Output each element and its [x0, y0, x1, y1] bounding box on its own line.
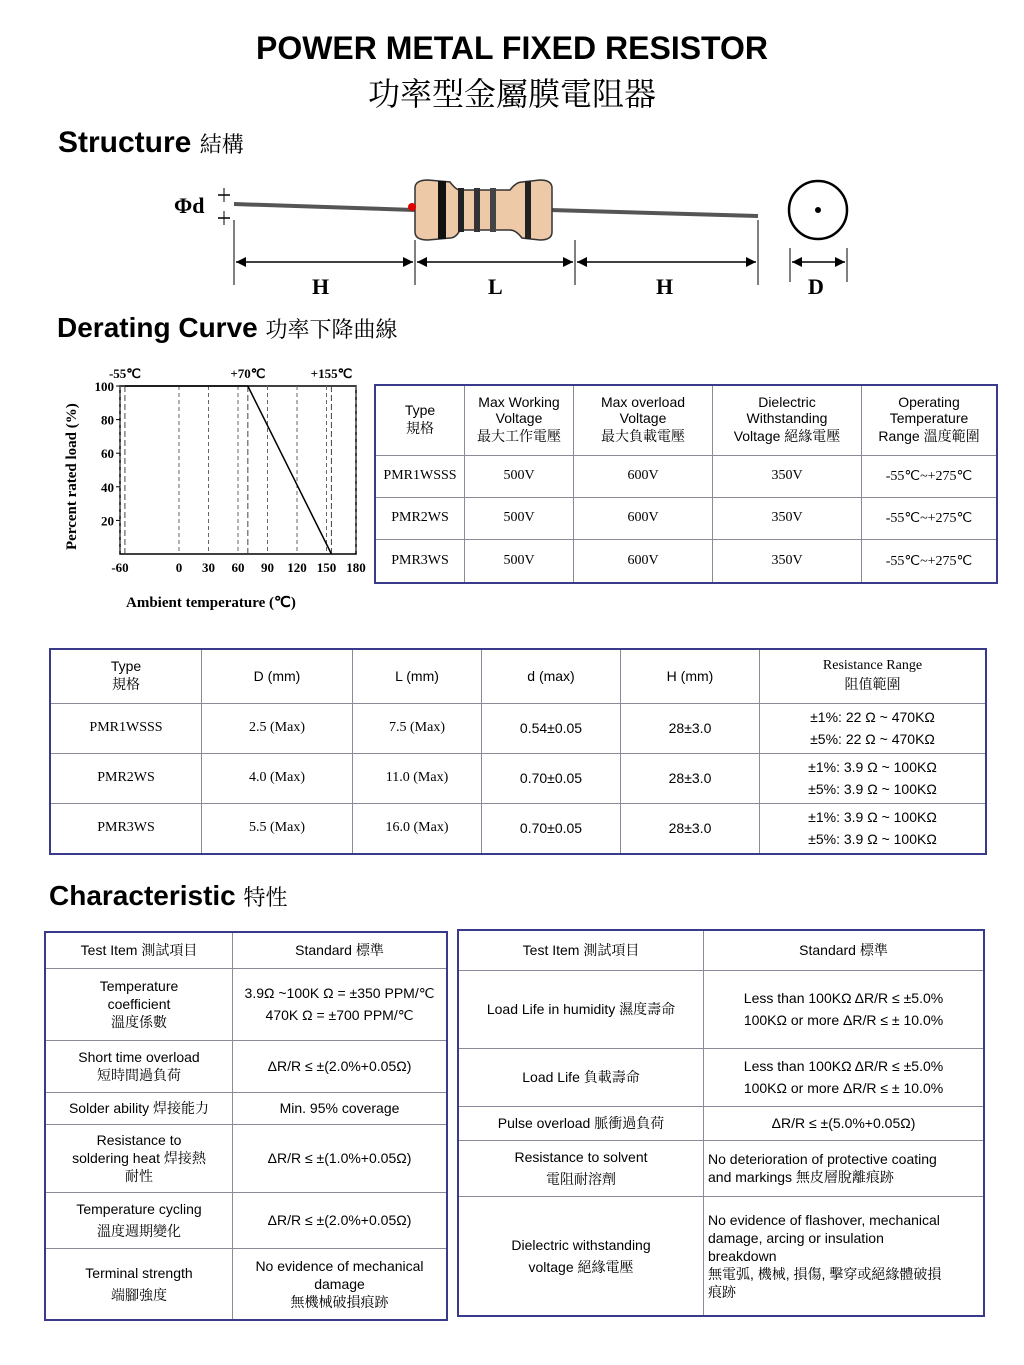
structure-heading-zh: 結構	[199, 132, 244, 157]
x-axis-label: Ambient temperature (℃)	[126, 595, 296, 611]
y-axis-label: Percent rated load (%)	[64, 403, 80, 550]
characteristic-heading	[49, 880, 288, 912]
test-item-cell	[45, 1248, 233, 1320]
item-text: 短時間過負荷	[97, 1067, 181, 1083]
table-row	[45, 1040, 447, 1092]
char-right-header	[458, 930, 984, 970]
cell: PMR3WS	[375, 540, 465, 583]
standard-cell: ΔR/R ≤ ±(2.0%+0.05Ω)	[233, 1040, 448, 1092]
item-text: 溫度週期變化	[97, 1223, 181, 1239]
characteristic-table-left	[44, 931, 448, 1321]
cell: 5.5 (Max)	[202, 803, 353, 854]
table-row	[45, 1124, 447, 1192]
cell: 500V	[465, 497, 574, 539]
cell: 2.5 (Max)	[202, 703, 353, 753]
standard-cell: ΔR/R ≤ ±(5.0%+0.05Ω)	[704, 1106, 985, 1140]
item-text: 耐性	[125, 1168, 153, 1184]
cell: PMR2WS	[50, 753, 202, 803]
std-text: 無電弧, 機械, 損傷, 擊穿或絕緣體破損	[708, 1265, 942, 1282]
x-tick-label: 0	[175, 560, 183, 575]
standard-cell: ΔR/R ≤ ±(1.0%+0.05Ω)	[233, 1124, 448, 1192]
page-subtitle-zh: 功率型金屬膜電阻器	[367, 76, 656, 112]
std-text: 痕跡	[708, 1283, 736, 1300]
resistor-body	[415, 180, 552, 240]
range-text: ±5%: 22 Ω ~ 470KΩ	[810, 731, 935, 748]
header-text: 阻值範圍	[844, 678, 901, 694]
col-d: D (mm)	[202, 649, 353, 703]
top-temp-label: +155℃	[310, 366, 353, 381]
table-row	[458, 1196, 984, 1316]
cell: 16.0 (Max)	[353, 803, 482, 854]
item-text: Resistance to	[96, 1132, 182, 1148]
header-text: Type	[110, 658, 142, 675]
color-band	[474, 188, 480, 232]
structure-heading-en: Structure	[58, 126, 192, 159]
cell: 11.0 (Max)	[353, 753, 482, 803]
cell: 500V	[465, 540, 574, 583]
std-text: breakdown	[708, 1247, 777, 1264]
test-item-cell	[45, 1192, 233, 1248]
char-left-header	[45, 932, 447, 968]
item-text: Dielectric withstanding	[511, 1236, 651, 1253]
range-text: ±1%: 3.9 Ω ~ 100KΩ	[808, 759, 937, 776]
y-tick-label: 80	[101, 412, 114, 428]
l-label: L	[488, 274, 503, 299]
std-text: 100KΩ or more ΔR/R ≤ ± 10.0%	[743, 1080, 944, 1096]
col-resistance-range	[760, 649, 987, 703]
table-row	[45, 968, 447, 1040]
std-text: damage, arcing or insulation	[708, 1229, 884, 1246]
d-label: D	[808, 274, 824, 299]
x-tick-label: 30	[202, 560, 215, 575]
cell	[760, 703, 987, 753]
top-temp-label: -55℃	[108, 366, 141, 381]
item-text: 溫度係數	[111, 1014, 167, 1030]
cell: PMR2WS	[375, 497, 465, 539]
header-text: Resistance Range	[822, 658, 923, 674]
table-row	[45, 1248, 447, 1320]
header-text: Max overload	[600, 394, 686, 411]
derating-chart	[60, 360, 380, 615]
item-text: voltage 絕緣電壓	[528, 1258, 634, 1275]
test-item-cell: Pulse overload 脈衝過負荷	[458, 1106, 704, 1140]
h-right-label: H	[656, 274, 674, 299]
item-text: 電阻耐溶劑	[546, 1171, 616, 1187]
std-text: 3.9Ω ~100K Ω = ±350 PPM/℃	[244, 985, 435, 1001]
cell: 28±3.0	[621, 803, 760, 854]
cell: 7.5 (Max)	[353, 703, 482, 753]
cell: 4.0 (Max)	[202, 753, 353, 803]
header-text: 規格	[112, 676, 140, 693]
top-temp-label: +70℃	[230, 366, 266, 381]
col-operating-temp	[862, 385, 998, 455]
col-standard: Standard 標準	[233, 932, 448, 968]
header-text: Voltage	[619, 410, 667, 427]
cell: 350V	[713, 540, 862, 583]
standard-cell	[233, 968, 448, 1040]
derating-heading-en: Derating Curve	[57, 312, 258, 343]
characteristic-heading-en: Characteristic	[49, 880, 236, 911]
dimension-table	[49, 648, 987, 855]
test-item-cell: Load Life 負載壽命	[458, 1048, 704, 1106]
cell: 500V	[465, 455, 574, 497]
col-type	[375, 385, 465, 455]
header-text: Type	[404, 402, 436, 419]
col-test-item: Test Item 測試項目	[45, 932, 233, 968]
table-row	[45, 1092, 447, 1124]
header-text: Withstanding	[746, 410, 828, 427]
range-text: ±1%: 22 Ω ~ 470KΩ	[810, 709, 935, 726]
lead-wire-left	[234, 204, 415, 210]
color-band	[490, 188, 496, 232]
table-row	[458, 1106, 984, 1140]
standard-cell	[704, 970, 985, 1048]
standard-cell	[233, 1248, 448, 1320]
std-text: No evidence of mechanical	[255, 1257, 424, 1274]
standard-cell: ΔR/R ≤ ±(2.0%+0.05Ω)	[233, 1192, 448, 1248]
std-text: Less than 100KΩ ΔR/R ≤ ±5.0%	[743, 1058, 944, 1074]
header-text: Dielectric	[758, 394, 816, 411]
x-tick-label: 60	[231, 560, 245, 575]
lead-wire-right	[550, 210, 758, 216]
cell: 600V	[574, 540, 713, 583]
table-row	[45, 1192, 447, 1248]
cell	[760, 753, 987, 803]
color-band	[458, 188, 464, 232]
std-text: Less than 100KΩ ΔR/R ≤ ±5.0%	[743, 990, 944, 1006]
header-text: 規格	[406, 420, 434, 437]
header-text: Max Working	[478, 394, 560, 411]
structure-heading	[58, 126, 244, 160]
std-text: damage	[314, 1275, 365, 1292]
cell: 28±3.0	[621, 703, 760, 753]
test-item-cell	[458, 1196, 704, 1316]
cell: 0.70±0.05	[482, 803, 621, 854]
header-text: 最大工作電壓	[477, 428, 561, 445]
x-tick-label: 90	[261, 560, 274, 575]
test-item-cell: Load Life in humidity 濕度壽命	[458, 970, 704, 1048]
col-standard: Standard 標準	[704, 930, 985, 970]
h-left-label: H	[312, 274, 330, 299]
table-row	[375, 455, 997, 497]
col-dielectric	[713, 385, 862, 455]
item-text: Short time overload	[78, 1049, 200, 1065]
test-item-cell	[45, 1040, 233, 1092]
test-item-cell: Solder ability 焊接能力	[45, 1092, 233, 1124]
header-text: Range 溫度範圍	[878, 428, 980, 445]
cell: 350V	[713, 455, 862, 497]
cell: 600V	[574, 497, 713, 539]
cell: 600V	[574, 455, 713, 497]
col-test-item: Test Item 測試項目	[458, 930, 704, 970]
range-text: ±1%: 3.9 Ω ~ 100KΩ	[808, 809, 937, 826]
dimension-table-header	[50, 649, 986, 703]
table-row	[50, 803, 986, 854]
cell: -55℃~+275℃	[862, 540, 998, 583]
cell: -55℃~+275℃	[862, 455, 998, 497]
x-tick-label: 120	[287, 560, 307, 575]
standard-cell	[704, 1048, 985, 1106]
x-tick-label: -60	[111, 560, 129, 575]
col-l: L (mm)	[353, 649, 482, 703]
derating-line	[125, 386, 332, 554]
cell: 0.70±0.05	[482, 753, 621, 803]
test-item-cell	[45, 968, 233, 1040]
item-text: soldering heat 焊接熱	[72, 1150, 206, 1166]
col-type	[50, 649, 202, 703]
x-tick-label: 150	[316, 560, 337, 575]
resistor-structure-diagram	[160, 160, 880, 305]
table-row	[375, 497, 997, 539]
col-d-max: d (max)	[482, 649, 621, 703]
table-row	[458, 970, 984, 1048]
header-text: Voltage	[495, 410, 543, 427]
cell: 350V	[713, 497, 862, 539]
col-h: H (mm)	[621, 649, 760, 703]
y-tick-label: 100	[94, 379, 114, 394]
std-text: No deterioration of protective coating	[708, 1151, 937, 1167]
phi-d-label: Φd	[174, 193, 205, 218]
voltage-table	[374, 384, 998, 584]
characteristic-heading-zh: 特性	[243, 885, 288, 910]
col-max-overload	[574, 385, 713, 455]
item-text: Temperature	[99, 978, 179, 994]
derating-heading	[57, 312, 398, 344]
page-title: POWER METAL FIXED RESISTOR	[255, 30, 769, 66]
y-tick-label: 60	[101, 446, 114, 462]
header-text: Voltage 絕緣電壓	[733, 428, 841, 445]
voltage-table-header	[375, 385, 997, 455]
standard-cell	[704, 1196, 985, 1316]
range-text: ±5%: 3.9 Ω ~ 100KΩ	[808, 831, 937, 848]
cell: -55℃~+275℃	[862, 497, 998, 539]
cell: PMR1WSSS	[50, 703, 202, 753]
std-text: 100KΩ or more ΔR/R ≤ ± 10.0%	[743, 1012, 944, 1028]
item-text: Terminal strength	[85, 1264, 193, 1281]
y-tick-label: 20	[101, 513, 114, 529]
cell: PMR1WSSS	[375, 455, 465, 497]
item-text: 端腳強度	[111, 1286, 167, 1303]
y-tick-label: 40	[101, 479, 114, 495]
std-text: No evidence of flashover, mechanical	[708, 1211, 940, 1228]
cell: 0.54±0.05	[482, 703, 621, 753]
range-text: ±5%: 3.9 Ω ~ 100KΩ	[808, 781, 937, 798]
table-row	[458, 1140, 984, 1196]
cell: PMR3WS	[50, 803, 202, 854]
item-text: Temperature cycling	[76, 1201, 202, 1217]
header-text: Temperature	[889, 410, 969, 427]
std-text: 無機械破損痕跡	[290, 1293, 389, 1310]
item-text: Resistance to solvent	[514, 1149, 648, 1165]
table-row	[50, 753, 986, 803]
header-text: 最大負載電壓	[601, 428, 685, 445]
standard-cell	[704, 1140, 985, 1196]
x-tick-label: 180	[346, 560, 366, 575]
cell	[760, 803, 987, 854]
derating-heading-zh: 功率下降曲線	[265, 317, 398, 342]
color-band	[438, 181, 446, 239]
cell: 28±3.0	[621, 753, 760, 803]
std-text: and markings 無皮層脫離痕跡	[708, 1169, 894, 1185]
color-band	[525, 181, 531, 239]
std-text: 470K Ω = ±700 PPM/℃	[265, 1007, 414, 1023]
header-text: Operating	[898, 394, 960, 411]
test-item-cell	[45, 1124, 233, 1192]
table-row	[458, 1048, 984, 1106]
table-row	[50, 703, 986, 753]
standard-cell: Min. 95% coverage	[233, 1092, 448, 1124]
test-item-cell	[458, 1140, 704, 1196]
item-text: coefficient	[107, 996, 171, 1012]
col-max-working	[465, 385, 574, 455]
characteristic-table-right	[457, 929, 985, 1317]
table-row	[375, 540, 997, 583]
